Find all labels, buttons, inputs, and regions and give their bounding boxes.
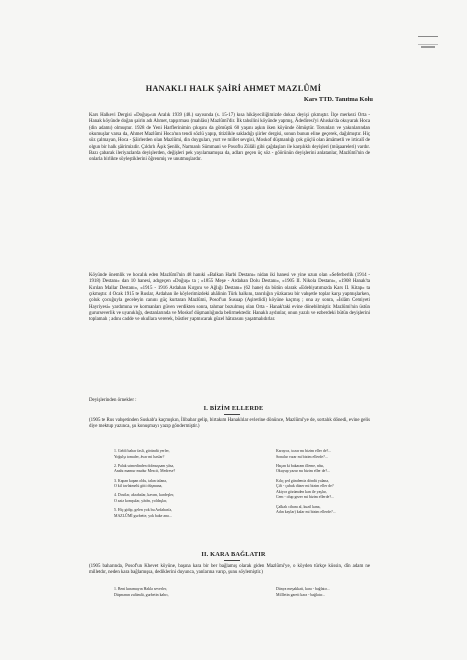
poem-line: 4. Dostlar, akrabalar, kavım, kardeşler, [114,493,175,498]
scan-edge-mark [418,36,438,45]
poem-line: 1. Beni kınamayın Hakla severler, [114,587,167,591]
section-rule-2 [224,560,240,561]
article-title: HANAKLI HALK ŞAİRİ AHMET MAZLÛMİ [145,84,322,93]
poem-line: MAZLÛMİ gurbette, yok bake ana... [114,513,172,518]
poem-line: O aziz komşular, yârân, yoldaşlar, [114,498,167,503]
poem-left-column-1 [114,449,264,519]
poem-line: Çift - çubuk düzer mi bizim eller de? [276,484,334,489]
poem-line: Düşmanın zulümlü, gurbetin kahrı, [114,592,169,597]
poem-right-column-1 [276,449,426,516]
poem-line: Adın kaylar) kalar mi bizim ellerde?... [276,510,336,515]
scan-edge-mark-small [421,46,435,48]
section-heading-1: I. BİZİM ELLERDE [203,405,264,412]
poem-line: Kılıç şed gündemiz döndü yalana, [276,478,330,483]
poem-line: Millletin gareti kara - bağlatır... [276,592,325,597]
poem-line: O kil tavlatmelü gitti düşmana, [114,484,163,489]
article-byline: Kars TTD. Tanıtma Kolu [303,96,373,103]
section-heading-2: II. KARA BAĞLATIR [201,551,266,558]
poem-right-column-2 [276,587,426,598]
section-intro-2: (1905 baharında, Posof'un Khevet köyüne, başına kara bir ber bağlamış olarak giden Mazlûmi'ye, o köyden türkçe küssin, dîn adam ne milletdır, neden kara bağlamışsa, dediklerini duyunca, yanlarına varıp, şunu söylemiştir.) [89,564,370,576]
poem-left-column-2 [114,587,264,598]
section-rule-1 [224,414,240,415]
poem-line: Yoğulşı tomaler, âvar mi haslar? [114,454,165,459]
poem-line: Karayıcı, tozar mı bizim eller de?... [276,449,332,453]
poem-line: Okuyup yazar mı bizim eller de?... [276,469,331,474]
poem-line: Anahı mamur mudur Mescit, Medrese? [114,469,176,474]
poem-line: 5. Hiç gidip, gelen yok bu Ardahan'a, [114,508,173,513]
poem-line: Haçan ki bakaram illeme, nâsı, [276,463,325,468]
poem-line: 3. Kapan kapan oldu, talan talana, [114,478,167,483]
body-paragraph-2: Köyünde önemlik ve hocalık eden Mazlûmî'nin 48 hanıki «Balkan Harbi Destanı» nidan iki hanesi ve yine uzun olan «Seferberlik (1914 - 1918) Destanı» dan 10 hanesi, adıgeçen «Doğuş» ta ; «1855 Meşe - Ardahan Dolu Destanı», «1905 II. Nikola Destanı», «1908 Hanak'ta Kırılan Mallar Destanı», «1915 - 1916 Ardahan Kırgını ve Ağlığı Destanı» (62 hane) da bütün olarak «Edebiyatımızda Kars II. Kitap» ta çıkmıştır. 4 Ocak 1915 te Ruslar, Ardahan ile köylerimizdeki ahâlinin Türk halkını, tanrılığın yüzkarası bir vahşetle toplar karşı yapmışlarken, çoluk çocuğuyla geceleyin canını güç kurtaran Mazlûmi, Posof'un Susuap (Aşiretlidi) köyüne kaçmış ; ona ay sonra, «İslâm Cemiyeti Hayriyesi» yardımına ve kormanları güven verdikten sonra, tahmar bozulmuş olan Orta - Hanak'taki evine dönebilmiştir. Mazlûmi'nin üstün gururseverlik ve uyanıklığı, destanlarında ve Moskof düşmanlığında belirmektedir. Hanaklı aydınlar, onun yazılı ve ezberdeki bütün deyişlerini toplamalı ; adını cadde ve okullara vererek, büstler yapmıcarak güzel hâtırasını yaşatmalıdırlar. [89,273,370,323]
closing-line: Deyişlerinden örnekler : [89,398,137,403]
section-intro-1: (1905 te Rus vahşetinden Suskab'a kaçmışkın, İlibabar gelip, birtakım Hanaklılar evlerine dönünce, Mazlûmi'ye de, sortalık dönedi, evine gelis diye mektup yazınca, şu konuşmayı yazıp göndermiştir.) [89,418,370,430]
poem-line: Akiyor gözümden kan ile yaşlar, [276,489,327,494]
body-paragraph-1: Kars Halkevi Dergisi «Doğuş»un Aralık 1939 (48.) sayısında (s. 15-17) kısa hikâyeciliğimizde dokuz deyişi çıkmıştır. İlçe merkezi Orta - Hanak köyünde doğan şairin adı Ahmet, tapşırması (mahlâsı) Mazlûmî'dir. İlk tahsilini köyünde yapmış, Âdedi̇resi'yi Ahıska'da okuyarak Hoca (din adamı) olmuştur. 1928 de Yeni Harflerinimin çıkışını da gömüştü 60 yaşını aşkın iken köyünde ölmüştür. Torunları ve yakınlarından okumuşlar varsa da, Ahmet Mazlûmi Hoca'nın tendi sözlü yapıp, titizlikle sakladığı şiirler dergisi, sonun bunun eline geçerek, dağılmıştır. Hiç söz çalmayan, Hoca - Şâirlerden olan Mazlûmi, din duyguları, yurt ve millet sevgisi, Moskof düşmanlığı çok güçlü olan âmâmetli ve irticalî de olgun bir halk şâirimizdir. Çıldırlı Âşık Şenlik, Narmanlı Sümmani ve Posoflu Zülâli gibi çağdaşları ile karşılıklı deyişleri (müşaareleri) vardır. Bazı çabarak ileriyazlarda deyişlerden, değişleri pek yayılamamışsa da, adları geçen üç söz - göörünün deyişlerini anlatanlar, Mazlûmî'nin de onlarla birlikte söyleştiklerini öğrenmiş ve unutmuşlardır. [89,113,370,163]
poem-line: 2. Palak sıtmedinden dolmuşsam yâsa, [114,463,175,468]
poem-line: Çalkalı cihanı al, kuzil kana, [276,504,321,509]
poem-line: Cem - olup gezer mi bizim ellerde?... [276,495,335,500]
poem-line: Dünya meşakkati, kara - bağlatır... [276,587,330,591]
poem-line: 1. Geldi bahar fasli, göründü yerler, [114,449,170,453]
poem-line: Sonalar vızar mi bizim ellerde?... [276,454,328,459]
